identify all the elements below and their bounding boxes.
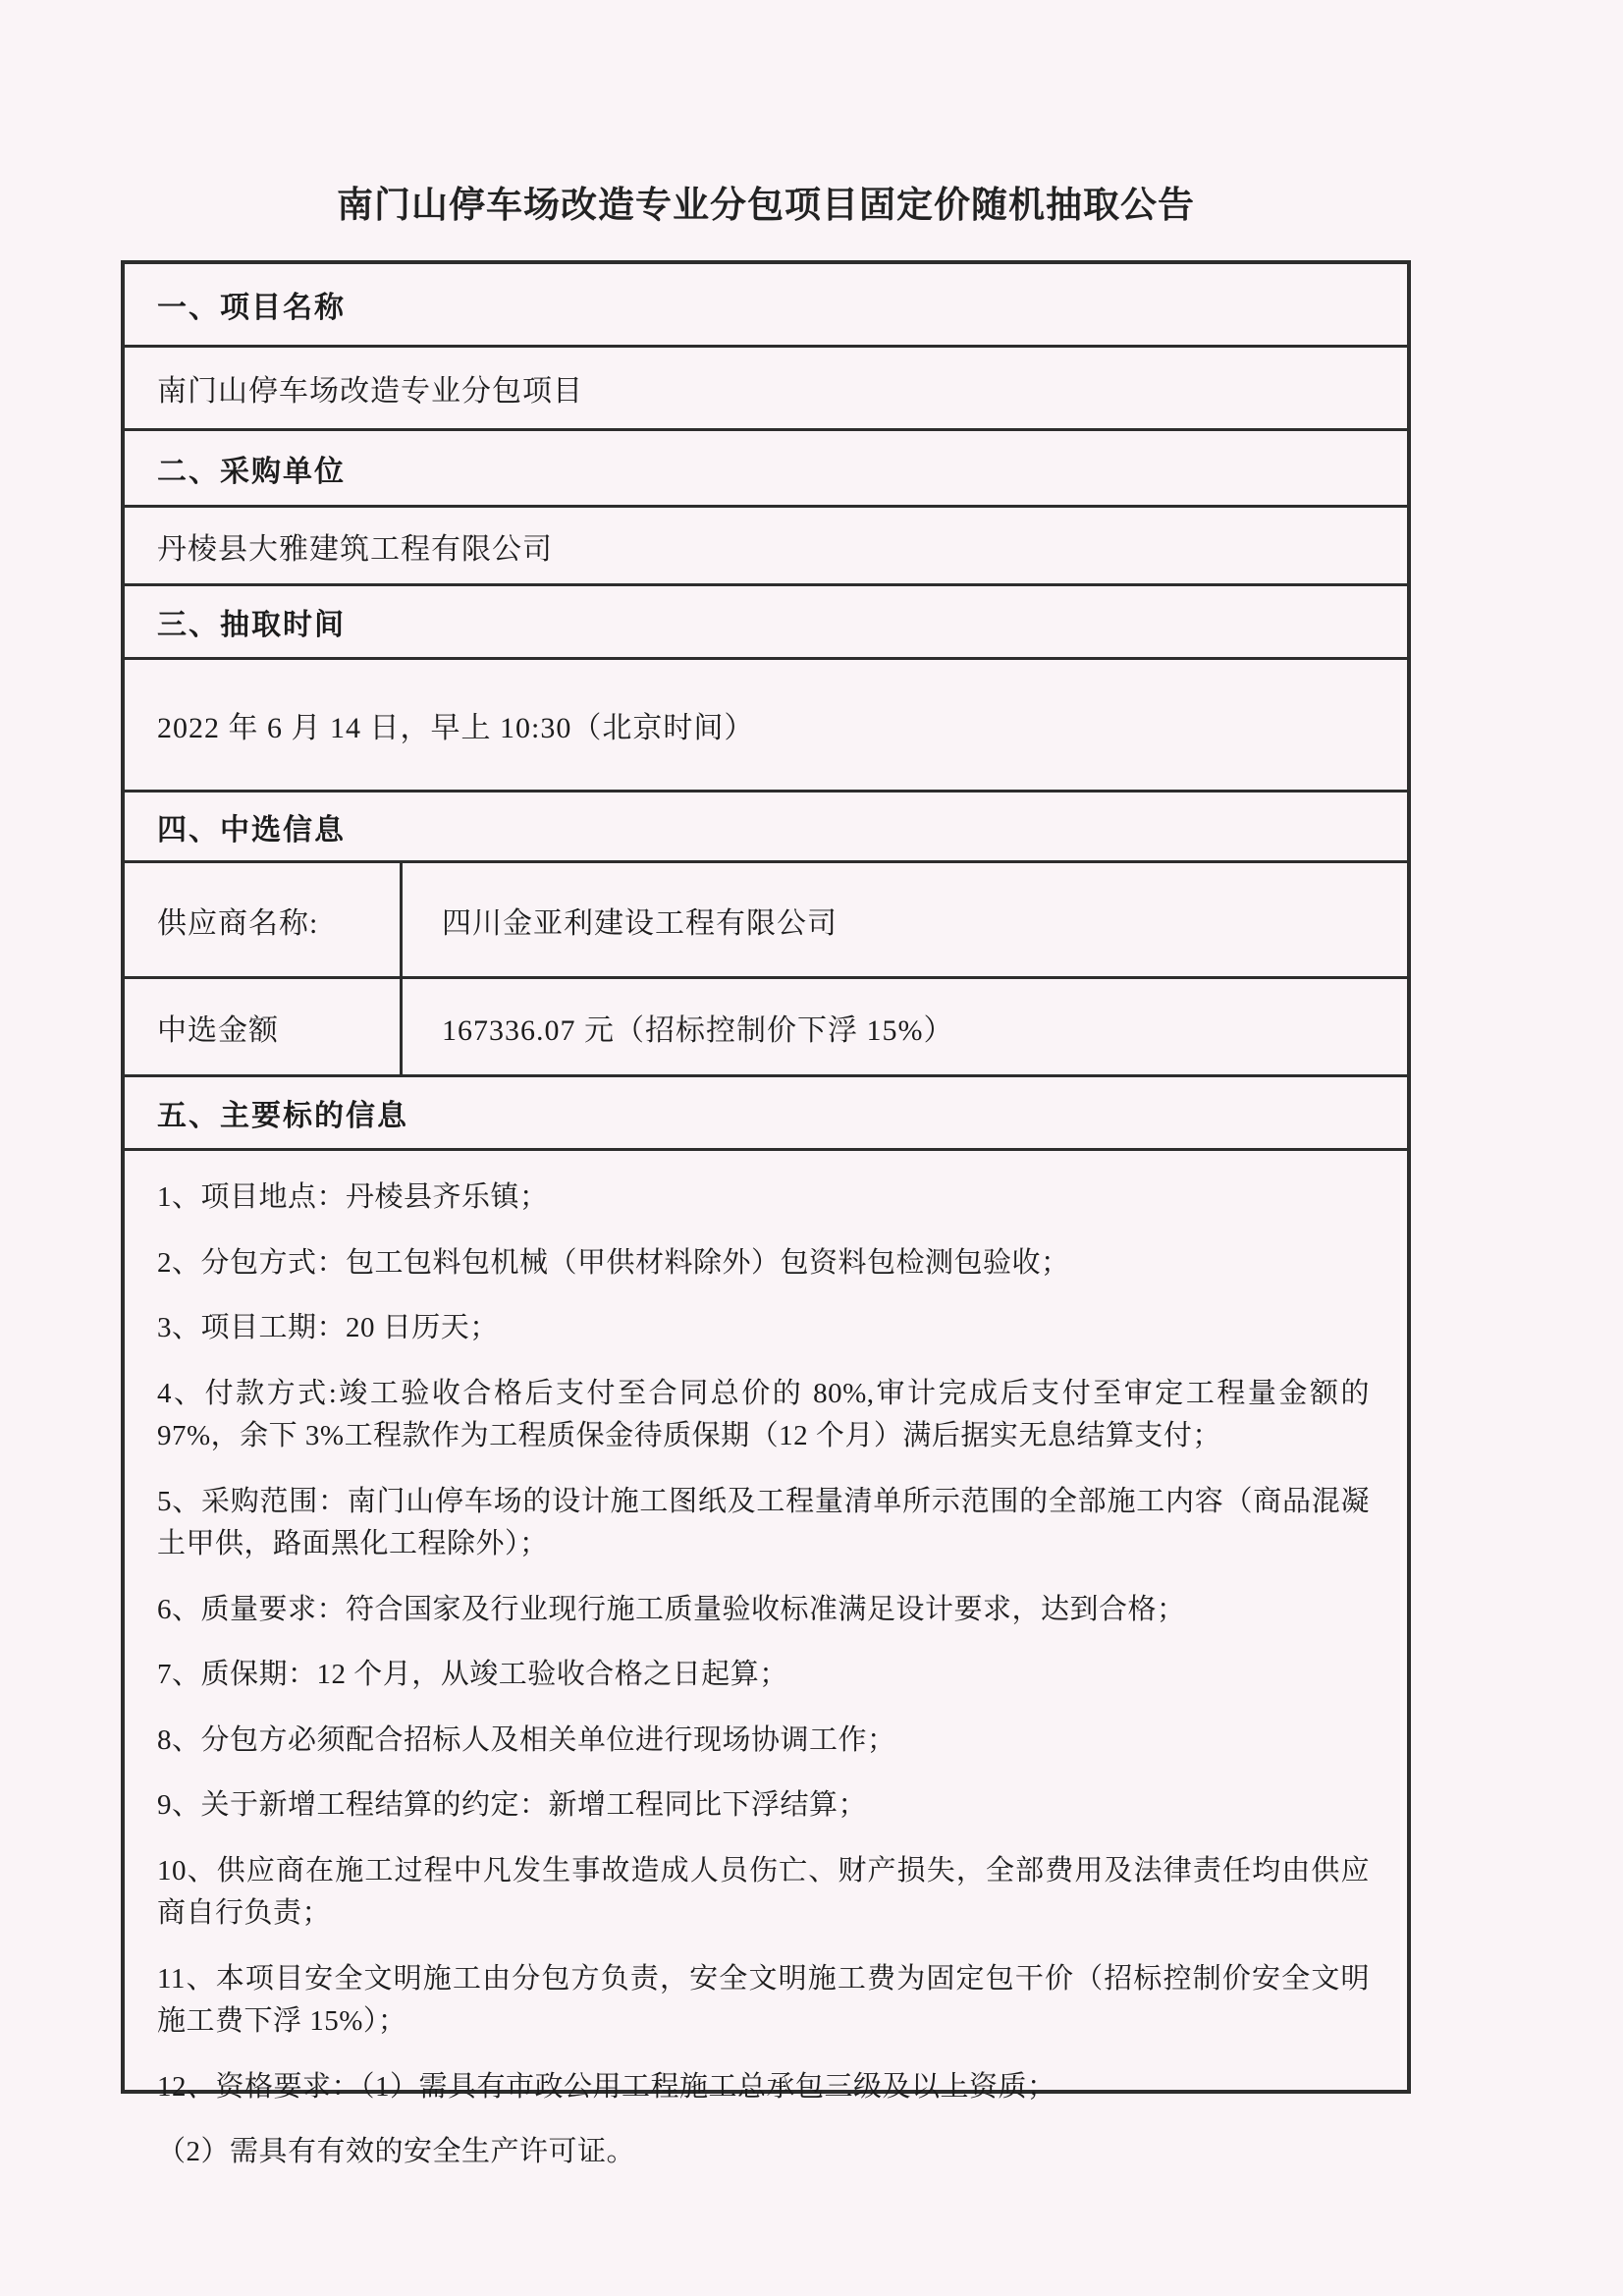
subject-item-1: 1、项目地点：丹棱县齐乐镇； [157,1181,549,1213]
subject-item-10: 10、供应商在施工过程中凡发生事故造成人员伤亡、财产损失，全部费用及法律责任均由供应商自行负责； [157,1854,1370,1929]
main-subject-content-row [125,1151,1407,2194]
selected-amount-value: 167336.07 元（招标控制价下浮 15%） [442,1013,954,1047]
subject-item-8: 8、分包方必须配合招标人及相关单位进行现场协调工作； [157,1723,896,1756]
subject-item-11: 11、本项目安全文明施工由分包方负责，安全文明施工费为固定包干价（招标控制价安全文明施工费下浮 15%）； [157,1962,1370,2037]
procurement-unit-header: 二、采购单位 [157,455,346,488]
main-subject-header: 五、主要标的信息 [157,1100,408,1132]
subject-item-6: 6、质量要求：符合国家及行业现行施工质量验收标准满足设计要求，达到合格； [157,1593,1186,1625]
subject-item-4: 4、付款方式:竣工验收合格后支付至合同总价的 80%,审计完成后支付至审定工程量金额的 97%，余下 3%工程款作为工程质保金待质保期（12 个月）满后据实无息结算支付； [157,1377,1370,1451]
subject-item-5: 5、采购范围：南门山停车场的设计施工图纸及工程量清单所示范围的全部施工内容（商品混凝土甲供，路面黑化工程除外）； [157,1485,1370,1559]
project-name-value: 南门山停车场改造专业分包项目 [157,375,583,408]
draw-time-content-row [125,660,1407,793]
subject-item-2: 2、分包方式：包工包料包机械（甲供材料除外）包资料包检测包验收； [157,1246,1070,1279]
selection-info-header: 四、中选信息 [157,813,346,847]
draw-time-header: 三、抽取时间 [157,609,346,641]
page-title: 南门山停车场改造专业分包项目固定价随机抽取公告 [337,185,1195,225]
announcement-table [121,260,1411,2167]
project-name-header-row [125,264,1407,348]
selection-info-header-row [125,793,1407,863]
draw-time-value: 2022 年 6 月 14 日，早上 10:30（北京时间） [157,712,755,744]
subject-item-7: 7、质保期：12 个月，从竣工验收合格之日起算； [157,1659,788,1690]
supplier-name-row [125,863,1407,979]
project-name-content-row [125,348,1407,431]
procurement-unit-content-row [125,508,1407,586]
supplier-name-value: 四川金亚利建设工程有限公司 [442,906,838,940]
procurement-unit-value: 丹棱县大雅建筑工程有限公司 [157,532,553,566]
subject-item-12b: （2）需具有有效的安全生产许可证。 [157,2136,636,2167]
draw-time-header-row [125,586,1407,660]
subject-item-3: 3、项目工期：20 日历天； [157,1312,499,1343]
project-name-header: 一、项目名称 [157,292,346,324]
selected-amount-row [125,979,1407,1077]
subject-item-9: 9、关于新增工程结算的约定：新增工程同比下浮结算； [157,1789,868,1821]
main-subject-header-row [125,1077,1407,1151]
subject-item-12: 12、资格要求：（1）需具有市政公用工程施工总承包三级及以上资质； [157,2070,1056,2103]
selected-amount-label: 中选金额 [125,979,403,1074]
supplier-name-label: 供应商名称: [125,863,403,976]
procurement-unit-header-row [125,431,1407,508]
